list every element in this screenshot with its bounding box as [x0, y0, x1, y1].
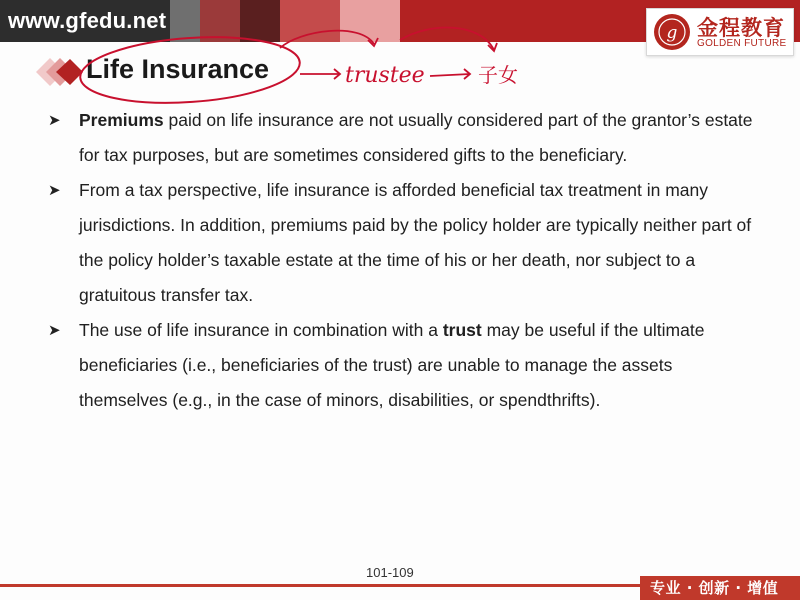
title-diamonds-icon: [22, 52, 86, 92]
band-segment: [240, 0, 280, 42]
svg-text:trustee: trustee: [345, 63, 425, 88]
footer-rule: [0, 584, 640, 587]
bullet-item: [48, 173, 758, 313]
band-segment: [200, 0, 240, 42]
bullet-list: [48, 103, 758, 418]
bullet-bold-text: Premiums: [79, 110, 164, 130]
brand-name-chinese: 金程教育: [697, 16, 785, 40]
bullet-item: [48, 103, 758, 173]
golden-future-seal-icon: [653, 13, 691, 51]
brand-logo: [646, 8, 794, 56]
bullet-bold-text: trust: [442, 320, 482, 340]
band-segment: [280, 0, 340, 42]
brand-name-english: GOLDEN FUTURE: [697, 38, 787, 49]
bullet-text: may be useful if the ultimate beneficiaries (i.e., beneficiaries of the trust) are unable to manage the assets themselves (e.g., in the case of minors, disabilities, or spendthrifts).: [79, 320, 705, 410]
bullet-text: From a tax perspective, life insurance is afforded beneficial tax treatment in many jurisdictions. In addition, premiums paid by the policy holder are typically neither part of the policy holder’s taxable estate at the time of his or her death, nor subject to a gratuitous transfer tax.: [79, 180, 752, 305]
svg-text:子女: 子女: [478, 63, 518, 87]
arrowhead-bullet-icon: ➤: [48, 322, 61, 339]
svg-text:g: g: [666, 23, 678, 43]
slide-title: Life Insurance: [86, 54, 270, 84]
bullet-item: [48, 313, 758, 418]
band-segment: [170, 0, 200, 42]
bullet-text: The use of life insurance in combination with a: [79, 320, 443, 340]
arrowhead-bullet-icon: ➤: [48, 182, 61, 199]
footer-slogan: 专业 · 创新 · 增值: [650, 579, 779, 597]
site-url: www.gfedu.net: [8, 8, 167, 33]
band-segment: [340, 0, 400, 42]
arrowhead-bullet-icon: ➤: [48, 112, 61, 129]
bullet-text: paid on life insurance are not usually considered part of the grantor’s estate for tax purposes, but are sometimes considered gifts to the beneficiary.: [79, 110, 753, 165]
page-number: 101-109: [366, 565, 414, 580]
